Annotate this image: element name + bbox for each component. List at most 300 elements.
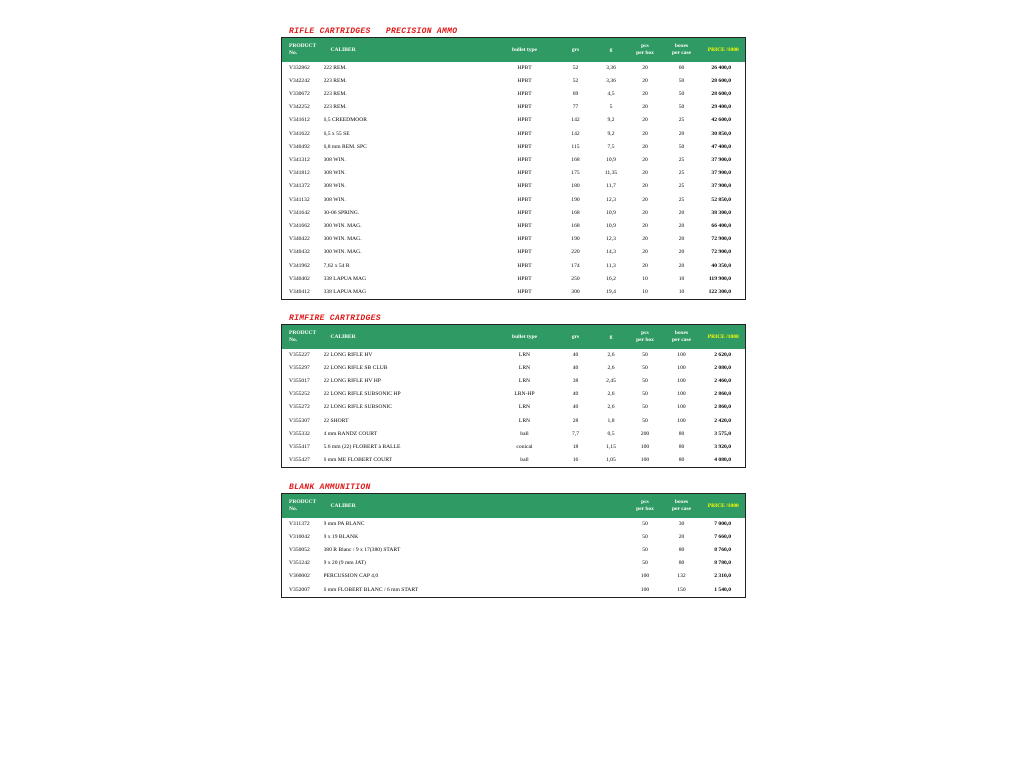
weight-grs: 174 (571, 262, 580, 269)
caliber: 300 WIN. MAG. (323, 249, 362, 256)
header-price: PRICE /1000 (707, 502, 739, 509)
price: 37 900,0 (711, 183, 731, 190)
pcs-per-box: 20 (642, 183, 648, 190)
weight-grs: 28 (572, 417, 579, 424)
table-row (282, 349, 746, 362)
boxes-per-case: 20 (678, 262, 685, 269)
bullet-type: LRN (518, 404, 531, 411)
caliber: 300 WIN. MAG. (323, 222, 362, 229)
product-number: V340422 (289, 236, 310, 243)
bullet-type: LRN (518, 351, 531, 358)
product-number: V355417 (289, 443, 310, 450)
header-product-number: PRODUCT No. (289, 499, 317, 512)
bullet-type: HPBT (517, 183, 532, 190)
header-product-number: PRODUCT No. (289, 43, 317, 56)
caliber: PERCUSSION CAP 4,0 (323, 573, 379, 580)
caliber: 22 LONG RIFLE SUBSONIC (323, 404, 393, 411)
weight-g: 3,36 (606, 64, 616, 71)
weight-g: 2,6 (607, 391, 615, 398)
weight-grs (558, 584, 594, 598)
weight-g: 11,3 (606, 262, 616, 269)
boxes-per-case: 100 (677, 417, 686, 424)
boxes-per-case: 20 (678, 222, 685, 229)
product-number: V355227 (289, 351, 310, 358)
weight-grs (558, 531, 594, 544)
weight-grs (558, 557, 594, 570)
bullet-type (492, 531, 558, 544)
caliber: 338 LAPUA MAG (323, 275, 367, 282)
boxes-per-case: 132 (677, 573, 686, 580)
header-caliber: CALIBER (330, 333, 356, 340)
blank-header-row (282, 494, 746, 518)
product-number: V352007 (289, 586, 310, 593)
price: 72 900,0 (711, 236, 731, 243)
header-product-number: PRODUCT No. (289, 330, 317, 343)
header-g: g (609, 333, 613, 340)
bullet-type: LRN (518, 364, 531, 371)
table-row (282, 154, 746, 167)
price: 122 300,0 (708, 288, 731, 295)
boxes-per-case: 100 (677, 351, 686, 358)
header-price: PRICE /1000 (707, 46, 739, 53)
pcs-per-box: 50 (642, 404, 648, 411)
weight-grs: 18 (572, 443, 579, 450)
weight-g: 5 (609, 104, 613, 111)
caliber: 223 REM. (323, 90, 347, 97)
header-pcs-per-box: pcs per box (636, 330, 654, 343)
pcs-per-box: 20 (642, 104, 648, 111)
weight-grs: 16 (572, 457, 579, 464)
caliber: 22 SHORT (323, 417, 349, 424)
product-number: V330672 (289, 90, 310, 97)
price: 2 460,0 (714, 377, 731, 384)
weight-g: 10,9 (606, 222, 616, 229)
weight-g: 4,5 (607, 90, 615, 97)
boxes-per-case: 20 (678, 236, 685, 243)
boxes-per-case: 50 (678, 90, 685, 97)
price: 38 300,0 (711, 209, 731, 216)
product-number: V355427 (289, 457, 310, 464)
bullet-type: HPBT (517, 64, 532, 71)
price: 8 760,0 (714, 546, 731, 553)
pcs-per-box: 100 (640, 573, 650, 580)
table-row (282, 362, 746, 375)
caliber: 22 LONG RIFLE HV (323, 351, 373, 358)
pcs-per-box: 20 (642, 170, 648, 177)
product-number: V355017 (289, 377, 310, 384)
price: 42 600,0 (711, 117, 731, 124)
pcs-per-box: 50 (642, 417, 648, 424)
boxes-per-case: 50 (678, 143, 685, 150)
caliber: 6 mm FLOBERT BLANC / 6 mm START (323, 586, 419, 593)
price: 3 920,0 (714, 443, 731, 450)
boxes-per-case: 50 (678, 77, 685, 84)
weight-grs: 190 (571, 196, 580, 203)
table-row (282, 233, 746, 246)
pcs-per-box: 20 (642, 77, 648, 84)
bullet-type: HPBT (517, 130, 532, 137)
weight-g: 1,05 (606, 457, 616, 464)
caliber: 9 x 19 BLANK (323, 533, 359, 540)
weight-grs: 115 (571, 143, 580, 150)
bullet-type (492, 584, 558, 598)
bullet-type: HPBT (517, 249, 532, 256)
pcs-per-box: 20 (642, 262, 648, 269)
bullet-type: HPBT (517, 236, 532, 243)
weight-grs: 40 (572, 391, 579, 398)
caliber: 22 LONG RIFLE HV HP (323, 377, 381, 384)
pcs-per-box: 50 (642, 520, 648, 527)
product-number: V341372 (289, 183, 310, 190)
price: 40 350,0 (711, 262, 731, 269)
rifle-header-row (282, 38, 746, 62)
pcs-per-box: 20 (642, 130, 648, 137)
price: 7 000,0 (714, 520, 731, 527)
pcs-per-box: 100 (640, 443, 650, 450)
weight-grs: 175 (571, 170, 580, 177)
pcs-per-box: 50 (642, 351, 648, 358)
price: 66 400,0 (711, 222, 731, 229)
table-row (282, 62, 746, 75)
boxes-per-case: 50 (678, 104, 685, 111)
product-number: V332862 (289, 64, 310, 71)
bullet-type: HPBT (517, 90, 532, 97)
price: 119 900,0 (708, 275, 731, 282)
weight-grs: 38 (572, 377, 579, 384)
product-number: V355252 (289, 391, 310, 398)
product-number: V341662 (289, 222, 310, 229)
table-row (282, 544, 746, 557)
table-row (282, 401, 746, 414)
rimfire-header-row (282, 325, 746, 349)
caliber: 22 LONG RIFLE SB CLUB (323, 364, 388, 371)
table-row (282, 454, 746, 468)
table-row (282, 273, 746, 286)
product-number: V341622 (289, 130, 310, 137)
price: 2 620,0 (714, 351, 731, 358)
header-boxes-per-case: boxes per case (672, 330, 691, 343)
boxes-per-case: 20 (678, 130, 685, 137)
price: 37 900,0 (711, 156, 731, 163)
price: 4 080,0 (714, 457, 731, 464)
table-row (282, 114, 746, 127)
boxes-per-case: 100 (677, 391, 686, 398)
pcs-per-box: 100 (640, 457, 650, 464)
bullet-type: LRN (518, 377, 531, 384)
price: 28 600,0 (711, 77, 731, 84)
header-g: g (609, 46, 613, 53)
boxes-per-case: 20 (678, 209, 685, 216)
bullet-type: ball (520, 457, 529, 464)
boxes-per-case: 10 (678, 275, 685, 282)
header-caliber: CALIBER (330, 502, 356, 509)
weight-g: 9,2 (607, 117, 615, 124)
table-row (282, 531, 746, 544)
product-number: V355332 (289, 430, 310, 437)
weight-grs: 168 (571, 222, 580, 229)
price: 2 420,0 (714, 417, 731, 424)
product-number: V310042 (289, 533, 310, 540)
rimfire-section-title: RIMFIRE CARTRIDGES (289, 314, 381, 323)
boxes-per-case: 25 (678, 196, 685, 203)
weight-g (594, 570, 629, 583)
weight-g: 2,45 (606, 377, 616, 384)
boxes-per-case: 10 (678, 288, 685, 295)
pcs-per-box: 20 (642, 143, 648, 150)
pcs-per-box: 10 (642, 288, 648, 295)
table-row (282, 88, 746, 101)
rifle-section (281, 27, 745, 300)
pcs-per-box: 100 (640, 586, 650, 593)
weight-grs: 52 (572, 64, 579, 71)
boxes-per-case: 25 (678, 170, 685, 177)
pcs-per-box: 10 (642, 275, 648, 282)
rimfire-section (281, 314, 745, 468)
weight-g (594, 531, 629, 544)
boxes-per-case: 80 (678, 430, 685, 437)
product-number: V355272 (289, 404, 310, 411)
weight-g (594, 584, 629, 598)
weight-grs: 190 (571, 236, 580, 243)
boxes-per-case: 100 (677, 404, 686, 411)
price: 47 400,0 (711, 143, 731, 150)
product-number: V341612 (289, 117, 310, 124)
rimfire-price-table (281, 324, 746, 468)
weight-g (594, 518, 629, 531)
caliber: 6,5 CREEDMOOR (323, 117, 368, 124)
weight-g: 2,6 (607, 364, 615, 371)
caliber: 7,62 x 54 R (323, 262, 350, 269)
price: 3 575,0 (714, 430, 731, 437)
weight-g: 12,3 (606, 196, 616, 203)
product-number: V350052 (289, 546, 310, 553)
header-boxes-per-case: boxes per case (672, 43, 691, 56)
bullet-type (492, 544, 558, 557)
bullet-type (492, 518, 558, 531)
weight-g: 12,3 (606, 236, 616, 243)
price: 26 400,0 (711, 64, 731, 71)
price: 28 600,0 (711, 90, 731, 97)
bullet-type: HPBT (517, 77, 532, 84)
weight-grs: 142 (571, 117, 580, 124)
bullet-type: LRN (518, 417, 531, 424)
boxes-per-case: 100 (677, 364, 686, 371)
weight-g: 0,5 (607, 430, 615, 437)
header-pcs-per-box: pcs per box (636, 499, 654, 512)
boxes-per-case: 25 (678, 117, 685, 124)
caliber: 6,5 x 55 SE (323, 130, 350, 137)
blank-section-title: BLANK AMMUNITION (289, 483, 371, 492)
header-grs: grs (571, 46, 580, 53)
header-pcs-per-box: pcs per box (636, 43, 654, 56)
pcs-per-box: 20 (642, 209, 648, 216)
boxes-per-case: 80 (678, 457, 685, 464)
price: 8 780,0 (714, 560, 731, 567)
weight-g: 11,7 (606, 183, 616, 190)
table-row (282, 557, 746, 570)
table-row (282, 246, 746, 259)
weight-g: 7,5 (607, 143, 615, 150)
boxes-per-case: 20 (678, 249, 685, 256)
pcs-per-box: 50 (642, 533, 648, 540)
boxes-per-case: 80 (678, 560, 685, 567)
bullet-type (492, 557, 558, 570)
bullet-type: HPBT (517, 143, 532, 150)
caliber: 30-06 SPRING. (323, 209, 360, 216)
weight-grs (558, 570, 594, 583)
caliber: 338 LAPUA MAG (323, 288, 367, 295)
table-row (282, 388, 746, 401)
price: 30 850,0 (711, 130, 731, 137)
caliber: 4 mm RANDZ COURT (323, 430, 378, 437)
caliber: 223 REM. (323, 104, 347, 111)
table-row (282, 415, 746, 428)
header-price: PRICE /1000 (707, 333, 739, 340)
header-boxes-per-case: boxes per case (672, 499, 691, 512)
pcs-per-box: 20 (642, 196, 648, 203)
table-row (282, 75, 746, 88)
product-number: V342242 (289, 77, 310, 84)
weight-g: 2,6 (607, 351, 615, 358)
product-number: V340412 (289, 288, 310, 295)
weight-grs (558, 544, 594, 557)
caliber: 308 WIN. (323, 156, 346, 163)
price: 37 900,0 (711, 170, 731, 177)
table-row (282, 260, 746, 273)
table-row (282, 220, 746, 233)
table-row (282, 570, 746, 583)
boxes-per-case: 30 (678, 520, 685, 527)
caliber: 308 WIN. (323, 196, 346, 203)
boxes-per-case: 80 (678, 443, 685, 450)
bullet-type: ball (520, 430, 529, 437)
caliber: 6 mm ME FLOBERT COURT (323, 457, 393, 464)
table-row (282, 441, 746, 454)
weight-grs: 7,7 (572, 430, 579, 437)
bullet-type: HPBT (517, 104, 532, 111)
weight-g: 11,35 (604, 170, 618, 177)
table-row (282, 101, 746, 114)
boxes-per-case: 150 (677, 586, 686, 593)
price: 2 860,0 (714, 391, 731, 398)
boxes-per-case: 100 (677, 377, 686, 384)
header-bullet-type (492, 494, 558, 518)
boxes-per-case: 80 (678, 546, 685, 553)
product-number: V341132 (289, 196, 310, 203)
header-bullet-type: bullet type (512, 46, 537, 53)
price: 29 400,0 (711, 104, 731, 111)
bullet-type (492, 570, 558, 583)
product-number: V341962 (289, 262, 310, 269)
pcs-per-box: 200 (640, 430, 650, 437)
bullet-type: HPBT (517, 170, 532, 177)
weight-grs: 220 (571, 249, 580, 256)
table-row (282, 128, 746, 141)
product-number: V355307 (289, 417, 310, 424)
table-row (282, 167, 746, 180)
price: 72 900,0 (711, 249, 731, 256)
weight-grs: 250 (571, 275, 580, 282)
bullet-type: HPBT (517, 222, 532, 229)
boxes-per-case: 25 (678, 156, 685, 163)
caliber: 222 REM. (323, 64, 347, 71)
pcs-per-box: 50 (642, 391, 648, 398)
bullet-type: conical (516, 443, 533, 450)
weight-g: 10,9 (606, 156, 616, 163)
weight-g: 19,4 (606, 288, 616, 295)
caliber: 380 R Blanc / 9 x 17(380) START (323, 546, 401, 553)
caliber: 9 mm PA BLANC (323, 520, 365, 527)
bullet-type: HPBT (517, 209, 532, 216)
table-row (282, 375, 746, 388)
pcs-per-box: 50 (642, 364, 648, 371)
caliber: 308 WIN. (323, 170, 346, 177)
rifle-section-title: RIFLE CARTRIDGES PRECISION AMMO (289, 27, 458, 36)
weight-g: 2,6 (607, 404, 615, 411)
header-grs (558, 494, 594, 518)
product-number: V341312 (289, 156, 310, 163)
table-row (282, 194, 746, 207)
blank-price-table (281, 493, 746, 598)
table-row (282, 207, 746, 220)
weight-grs: 40 (572, 351, 579, 358)
caliber: 5.6 mm (22) FLOBERT à BALLE (323, 443, 401, 450)
weight-g: 9,2 (607, 130, 615, 137)
bullet-type: LRN-HP (514, 391, 535, 398)
pcs-per-box: 20 (642, 236, 648, 243)
header-g (594, 494, 629, 518)
weight-grs: 168 (571, 156, 580, 163)
product-number: V341812 (289, 170, 310, 177)
product-number: V355297 (289, 364, 310, 371)
boxes-per-case: 60 (678, 64, 685, 71)
weight-grs: 77 (572, 104, 579, 111)
product-number: V360002 (289, 573, 310, 580)
pcs-per-box: 20 (642, 117, 648, 124)
product-number: V340402 (289, 275, 310, 282)
rifle-price-table (281, 37, 746, 300)
pcs-per-box: 20 (642, 90, 648, 97)
weight-grs (558, 518, 594, 531)
table-row (282, 141, 746, 154)
pcs-per-box: 20 (642, 64, 648, 71)
table-row (282, 428, 746, 441)
pcs-per-box: 20 (642, 156, 648, 163)
weight-grs: 40 (572, 404, 579, 411)
weight-g: 3,36 (606, 77, 616, 84)
table-row (282, 286, 746, 300)
price: 1 540,0 (714, 586, 731, 593)
price: 2 860,0 (714, 404, 731, 411)
product-number: V341642 (289, 209, 310, 216)
boxes-per-case: 25 (678, 183, 685, 190)
bullet-type: HPBT (517, 156, 532, 163)
table-row (282, 518, 746, 531)
weight-grs: 168 (571, 209, 580, 216)
header-caliber: CALIBER (330, 46, 356, 53)
caliber: 300 WIN. MAG. (323, 236, 362, 243)
bullet-type: HPBT (517, 288, 532, 295)
weight-grs: 142 (571, 130, 580, 137)
bullet-type: HPBT (517, 275, 532, 282)
caliber: 22 LONG RIFLE SUBSONIC HP (323, 391, 401, 398)
boxes-per-case: 20 (678, 533, 685, 540)
weight-g: 16,2 (606, 275, 616, 282)
weight-grs: 52 (572, 77, 579, 84)
table-row (282, 180, 746, 193)
pcs-per-box: 20 (642, 249, 648, 256)
bullet-type: HPBT (517, 196, 532, 203)
